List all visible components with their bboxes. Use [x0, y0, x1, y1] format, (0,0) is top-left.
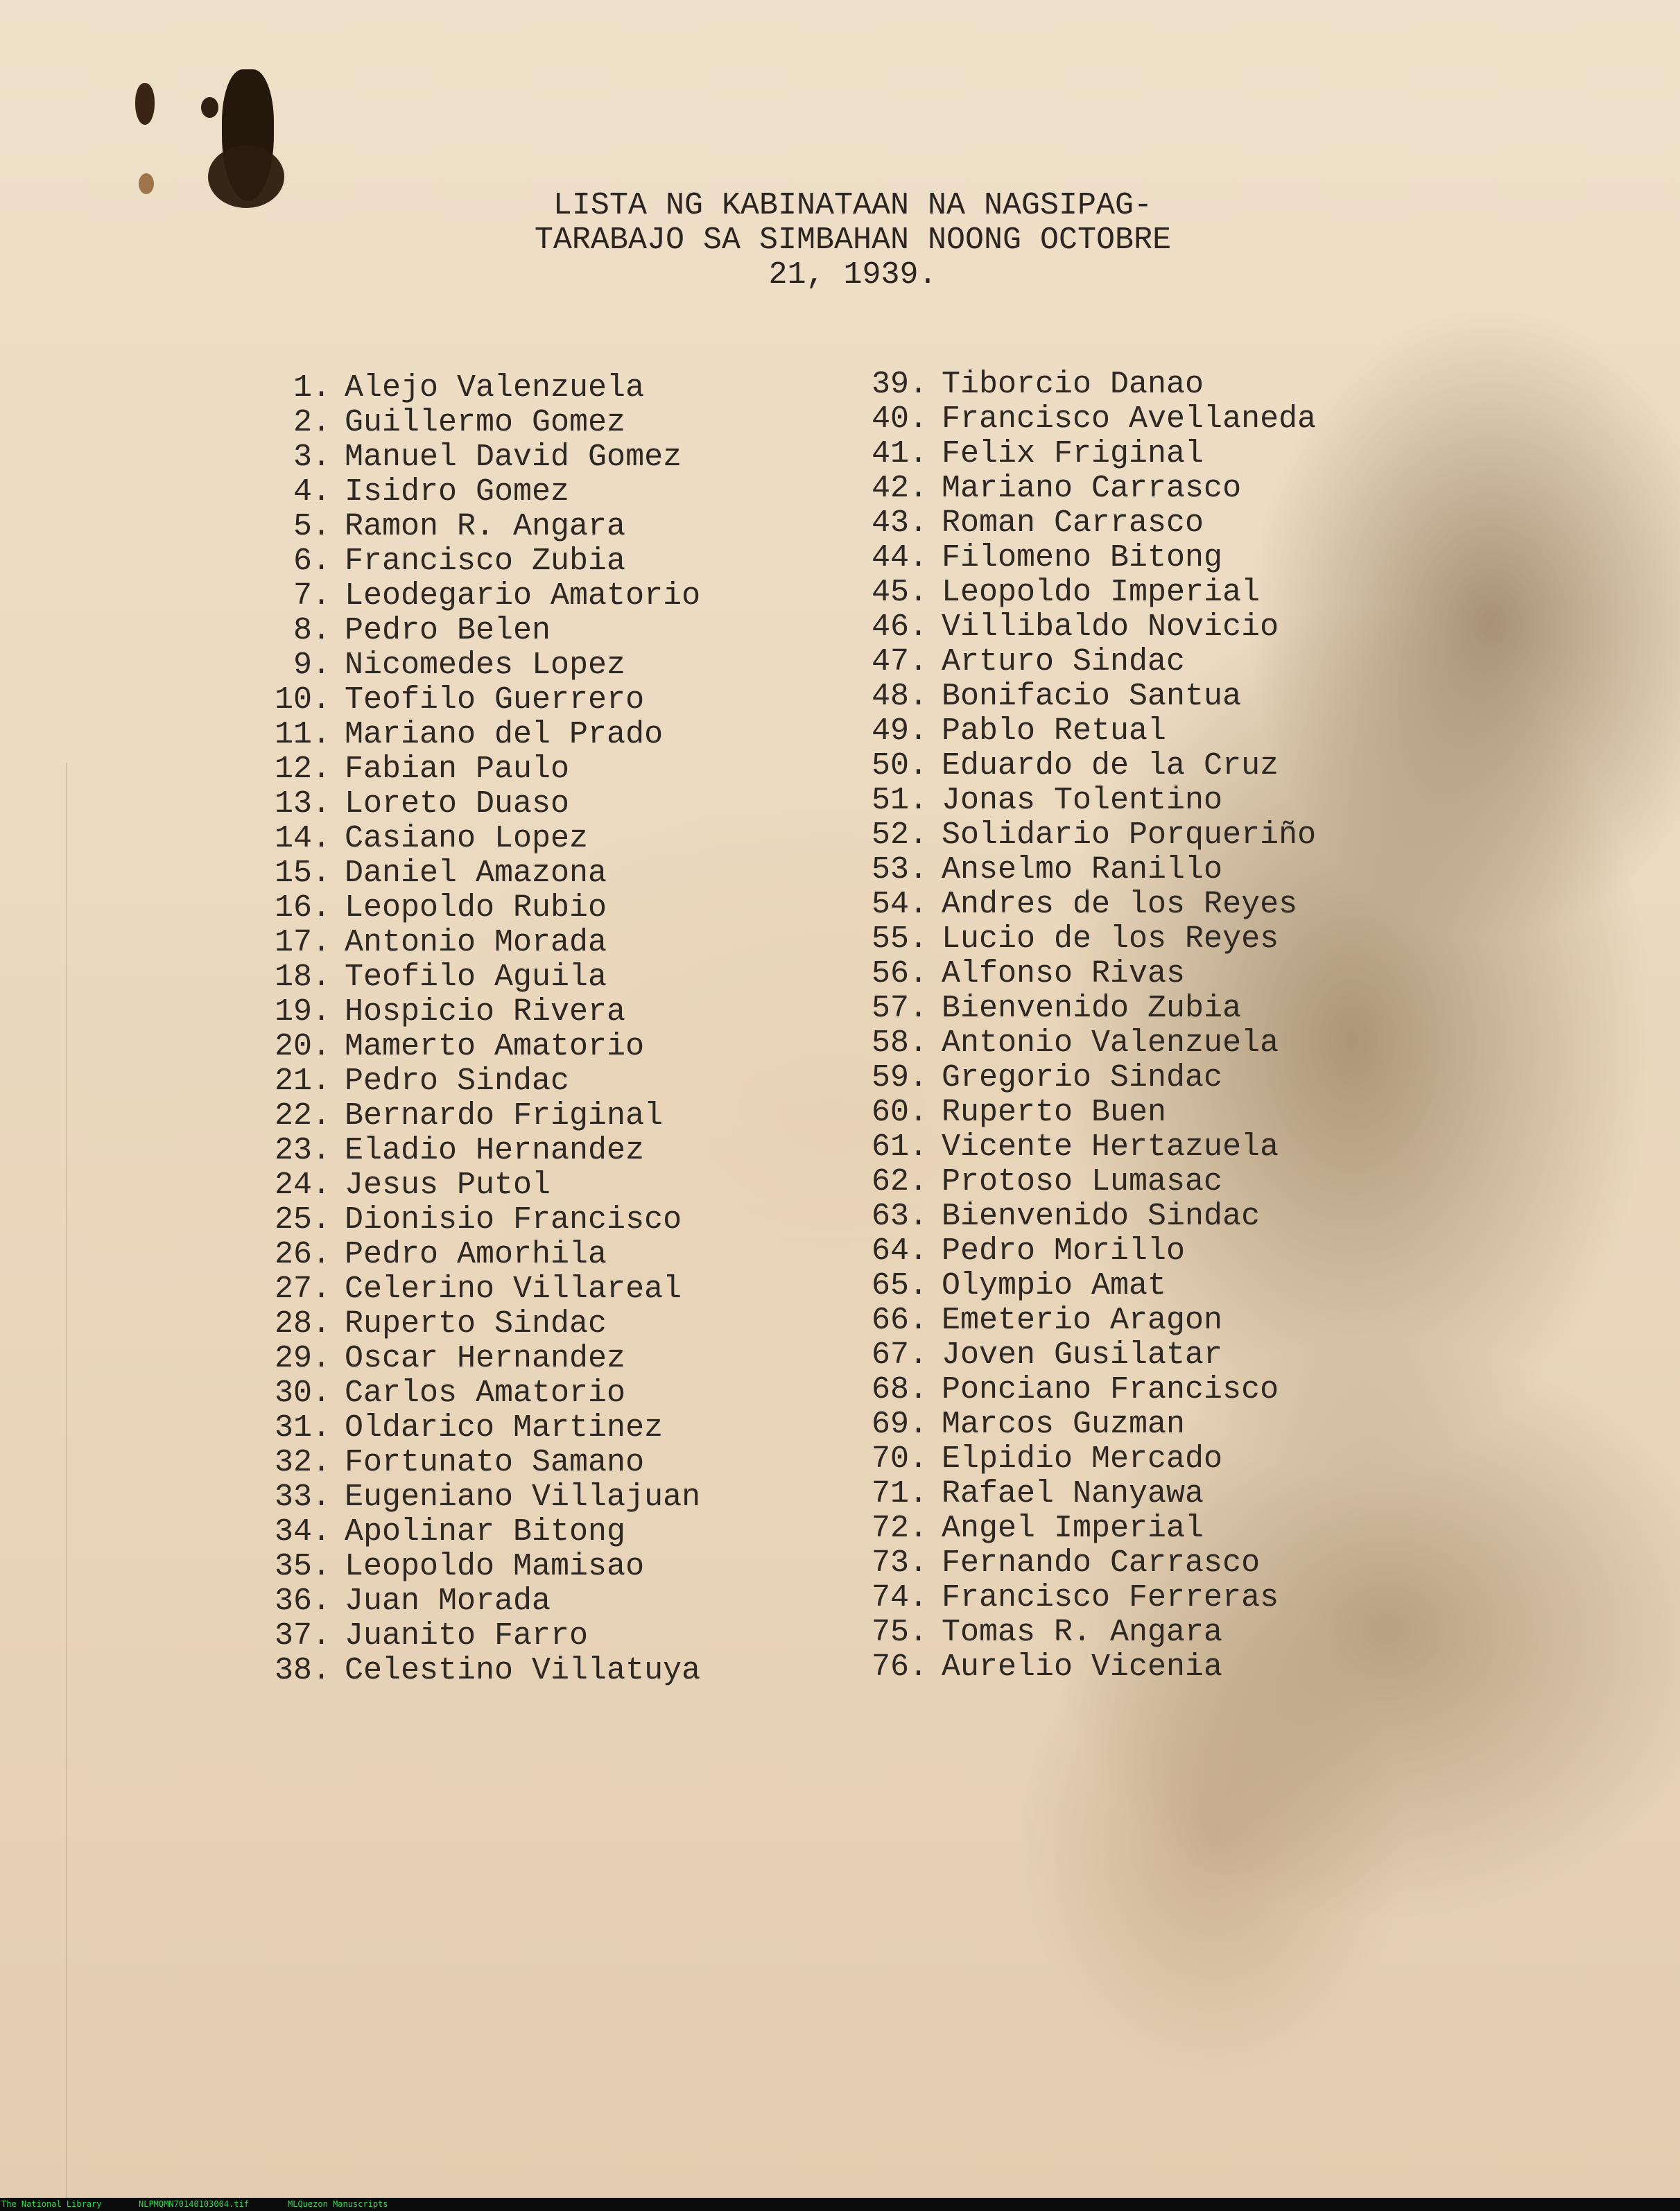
list-item-number: 4.: [293, 474, 331, 510]
list-item-name: Tomas R. Angara: [942, 1615, 1223, 1650]
list-item-number: 13.: [274, 786, 331, 822]
list-item: [253, 1030, 700, 1064]
list-item: [851, 1061, 1316, 1095]
list-item-number: 15.: [274, 856, 331, 891]
archive-footer-bar: [0, 2198, 1680, 2211]
list-item: [851, 1511, 1316, 1546]
footer-collection: MLQuezon Manuscripts: [288, 2199, 388, 2209]
list-item: [851, 714, 1316, 749]
list-item-name: Juanito Farro: [345, 1618, 589, 1654]
list-item-name: Mariano del Prado: [345, 717, 664, 752]
list-item-name: Nicomedes Lopez: [345, 648, 626, 683]
list-item: [851, 1303, 1316, 1338]
list-item-number: 73.: [871, 1545, 928, 1581]
list-item-name: Teofilo Aguila: [345, 960, 607, 995]
list-item-number: 7.: [293, 578, 331, 614]
list-item: [851, 1026, 1316, 1061]
list-item: [851, 1442, 1316, 1477]
list-item-name: Joven Gusilatar: [942, 1337, 1223, 1373]
list-item: [253, 718, 700, 752]
list-item-name: Ponciano Francisco: [942, 1372, 1279, 1407]
list-item: [851, 437, 1316, 471]
list-item: [253, 544, 700, 579]
list-item-name: Guillermo Gomez: [345, 405, 626, 440]
list-item-name: Filomeno Bitong: [942, 540, 1223, 575]
list-item: [253, 1446, 700, 1480]
list-item-name: Pablo Retual: [942, 713, 1167, 749]
list-item-number: 10.: [274, 682, 331, 718]
footer-file-name: NLPMQMN70140103004.tif: [139, 2199, 249, 2209]
list-item: [851, 1095, 1316, 1130]
list-item-number: 39.: [871, 367, 928, 402]
list-item: [851, 367, 1316, 402]
list-item: [253, 822, 700, 856]
list-item: [851, 471, 1316, 506]
list-item-name: Francisco Zubia: [345, 544, 626, 579]
list-item: [253, 1272, 700, 1307]
list-item-number: 49.: [871, 713, 928, 749]
list-item-name: Bernardo Friginal: [345, 1098, 664, 1134]
list-item-number: 32.: [274, 1445, 331, 1480]
list-item-number: 12.: [274, 752, 331, 787]
list-item-number: 30.: [274, 1376, 331, 1411]
list-item-name: Leopoldo Imperial: [942, 575, 1261, 610]
list-item-name: Loreto Duaso: [345, 786, 570, 822]
list-item: [851, 991, 1316, 1026]
list-item: [253, 1099, 700, 1134]
list-item: [253, 579, 700, 614]
list-item: [851, 402, 1316, 437]
list-item-name: Rafael Nanyawa: [942, 1476, 1204, 1511]
list-item-name: Arturo Sindac: [942, 644, 1186, 679]
list-item-name: Tiborcio Danao: [942, 367, 1204, 402]
list-item: [851, 541, 1316, 575]
list-item-number: 59.: [871, 1060, 928, 1095]
list-item: [253, 1168, 700, 1203]
list-item: [851, 1650, 1316, 1685]
list-item-number: 52.: [871, 817, 928, 853]
list-item-name: Fabian Paulo: [345, 752, 570, 787]
list-item-name: Alejo Valenzuela: [345, 370, 645, 406]
list-item: [851, 1581, 1316, 1615]
list-item-name: Solidario Porqueriño: [942, 817, 1317, 853]
list-item-number: 16.: [274, 890, 331, 926]
list-item-name: Andres de los Reyes: [942, 887, 1298, 922]
list-item-name: Jonas Tolentino: [942, 783, 1223, 818]
list-item: [253, 891, 700, 926]
list-item: [253, 406, 700, 440]
list-item: [851, 783, 1316, 818]
list-item-name: Daniel Amazona: [345, 856, 607, 891]
list-item-number: 11.: [274, 717, 331, 752]
list-item-name: Carlos Amatorio: [345, 1376, 626, 1411]
list-item: [253, 1550, 700, 1584]
list-item-name: Elpidio Mercado: [942, 1441, 1223, 1477]
list-item: [851, 818, 1316, 853]
list-item: [851, 1407, 1316, 1442]
list-item: [253, 614, 700, 648]
list-item: [851, 679, 1316, 714]
list-item-name: Celerino Villareal: [345, 1272, 682, 1307]
list-item-number: 24.: [274, 1168, 331, 1203]
list-item-number: 37.: [274, 1618, 331, 1654]
list-item-number: 67.: [871, 1337, 928, 1373]
list-item: [851, 1477, 1316, 1511]
list-item-number: 18.: [274, 960, 331, 995]
list-item-number: 62.: [871, 1164, 928, 1199]
document-title: [444, 189, 1262, 293]
rust-stain: [139, 173, 154, 194]
list-item-number: 19.: [274, 994, 331, 1030]
list-item-name: Ruperto Sindac: [345, 1306, 607, 1342]
list-item-number: 70.: [871, 1441, 928, 1477]
list-item-name: Leopoldo Rubio: [345, 890, 607, 926]
rust-stain: [135, 83, 155, 125]
list-item: [851, 1546, 1316, 1581]
list-item-number: 29.: [274, 1341, 331, 1376]
list-item-number: 34.: [274, 1514, 331, 1550]
list-item-name: Apolinar Bitong: [345, 1514, 626, 1550]
list-item-name: Pedro Morillo: [942, 1233, 1186, 1269]
list-item-number: 14.: [274, 821, 331, 856]
list-item-number: 33.: [274, 1480, 331, 1515]
list-item: [253, 787, 700, 822]
rust-stain: [208, 146, 284, 208]
list-item-number: 25.: [274, 1202, 331, 1238]
list-item-name: Fernando Carrasco: [942, 1545, 1261, 1581]
list-item-number: 55.: [871, 921, 928, 957]
list-item-number: 22.: [274, 1098, 331, 1134]
list-item-number: 36.: [274, 1584, 331, 1619]
list-item: [851, 1199, 1316, 1234]
list-item-number: 61.: [871, 1129, 928, 1165]
list-item: [253, 1342, 700, 1376]
list-item: [253, 1480, 700, 1515]
list-item-name: Eladio Hernandez: [345, 1133, 645, 1168]
list-item-number: 23.: [274, 1133, 331, 1168]
list-item-name: Lucio de los Reyes: [942, 921, 1279, 957]
list-item-number: 51.: [871, 783, 928, 818]
list-item-number: 58.: [871, 1025, 928, 1061]
list-item-number: 47.: [871, 644, 928, 679]
list-item-number: 56.: [871, 956, 928, 991]
list-item: [253, 1654, 700, 1688]
list-item-number: 76.: [871, 1649, 928, 1685]
list-item: [851, 1234, 1316, 1269]
list-item: [851, 887, 1316, 922]
names-list-left-column: [253, 371, 700, 1688]
list-item-name: Ramon R. Angara: [345, 509, 626, 544]
list-item-name: Bienvenido Sindac: [942, 1199, 1261, 1234]
list-item-name: Bienvenido Zubia: [942, 991, 1242, 1026]
list-item-number: 74.: [871, 1580, 928, 1615]
list-item-name: Celestino Villatuya: [345, 1653, 701, 1688]
list-item: [253, 440, 700, 475]
list-item: [851, 645, 1316, 679]
title-line: 21, 1939.: [768, 257, 937, 293]
list-item-name: Pedro Amorhila: [345, 1237, 607, 1272]
list-item-name: Hospicio Rivera: [345, 994, 626, 1030]
list-item: [851, 610, 1316, 645]
list-item-name: Jesus Putol: [345, 1168, 551, 1203]
list-item-name: Antonio Valenzuela: [942, 1025, 1279, 1061]
names-list-right-column: [851, 367, 1316, 1685]
list-item-name: Felix Friginal: [942, 436, 1204, 471]
list-item: [253, 475, 700, 510]
list-item: [851, 1269, 1316, 1303]
list-item-name: Alfonso Rivas: [942, 956, 1186, 991]
list-item-name: Vicente Hertazuela: [942, 1129, 1279, 1165]
list-item-number: 46.: [871, 609, 928, 645]
list-item-number: 6.: [293, 544, 331, 579]
list-item-number: 57.: [871, 991, 928, 1026]
rust-stain: [201, 97, 218, 118]
list-item: [253, 683, 700, 718]
list-item-number: 41.: [871, 436, 928, 471]
list-item-number: 43.: [871, 505, 928, 541]
list-item-name: Eduardo de la Cruz: [942, 748, 1279, 783]
list-item: [851, 957, 1316, 991]
list-item: [851, 749, 1316, 783]
list-item-number: 5.: [293, 509, 331, 544]
list-item-number: 8.: [293, 613, 331, 648]
list-item-name: Eugeniano Villajuan: [345, 1480, 701, 1515]
list-item-number: 64.: [871, 1233, 928, 1269]
list-item-number: 26.: [274, 1237, 331, 1272]
list-item-name: Aurelio Vicenia: [942, 1649, 1223, 1685]
list-item-number: 71.: [871, 1476, 928, 1511]
list-item-number: 1.: [293, 370, 331, 406]
list-item: [851, 1615, 1316, 1650]
list-item-number: 48.: [871, 679, 928, 714]
list-item: [253, 1584, 700, 1619]
list-item: [253, 648, 700, 683]
list-item-number: 2.: [293, 405, 331, 440]
list-item: [851, 1130, 1316, 1165]
list-item-number: 31.: [274, 1410, 331, 1446]
list-item-number: 9.: [293, 648, 331, 683]
list-item: [851, 1165, 1316, 1199]
list-item: [851, 922, 1316, 957]
list-item-name: Mariano Carrasco: [942, 471, 1242, 506]
list-item-name: Mamerto Amatorio: [345, 1029, 645, 1064]
list-item-name: Ruperto Buen: [942, 1095, 1167, 1130]
list-item-name: Oldarico Martinez: [345, 1410, 664, 1446]
list-item-number: 42.: [871, 471, 928, 506]
list-item-name: Bonifacio Santua: [942, 679, 1242, 714]
list-item: [253, 752, 700, 787]
list-item-number: 60.: [871, 1095, 928, 1130]
list-item-name: Roman Carrasco: [942, 505, 1204, 541]
list-item: [253, 1203, 700, 1238]
list-item-name: Francisco Avellaneda: [942, 401, 1317, 437]
list-item: [851, 853, 1316, 887]
list-item: [253, 1411, 700, 1446]
list-item: [253, 371, 700, 406]
list-item-name: Casiano Lopez: [345, 821, 589, 856]
list-item-name: Villibaldo Novicio: [942, 609, 1279, 645]
list-item-number: 63.: [871, 1199, 928, 1234]
list-item-number: 54.: [871, 887, 928, 922]
list-item: [253, 1064, 700, 1099]
list-item-name: Leopoldo Mamisao: [345, 1549, 645, 1584]
list-item: [851, 1338, 1316, 1373]
list-item: [253, 510, 700, 544]
list-item-name: Manuel David Gomez: [345, 440, 682, 475]
list-item-number: 40.: [871, 401, 928, 437]
list-item-name: Juan Morada: [345, 1584, 551, 1619]
list-item-name: Protoso Lumasac: [942, 1164, 1223, 1199]
list-item-name: Oscar Hernandez: [345, 1341, 626, 1376]
list-item: [253, 1619, 700, 1654]
list-item: [253, 1515, 700, 1550]
list-item-name: Francisco Ferreras: [942, 1580, 1279, 1615]
list-item: [253, 960, 700, 995]
list-item-number: 45.: [871, 575, 928, 610]
list-item-name: Pedro Belen: [345, 613, 551, 648]
list-item-number: 44.: [871, 540, 928, 575]
list-item-number: 66.: [871, 1303, 928, 1338]
list-item: [851, 1373, 1316, 1407]
list-item-name: Gregorio Sindac: [942, 1060, 1223, 1095]
list-item-number: 3.: [293, 440, 331, 475]
list-item-name: Olympio Amat: [942, 1268, 1167, 1303]
list-item-number: 72.: [871, 1511, 928, 1546]
list-item: [253, 1307, 700, 1342]
list-item-number: 68.: [871, 1372, 928, 1407]
list-item-name: Fortunato Samano: [345, 1445, 645, 1480]
list-item-name: Teofilo Guerrero: [345, 682, 645, 718]
list-item-name: Isidro Gomez: [345, 474, 570, 510]
list-item-number: 17.: [274, 925, 331, 960]
list-item-name: Leodegario Amatorio: [345, 578, 701, 614]
list-item-name: Pedro Sindac: [345, 1064, 570, 1099]
list-item-number: 38.: [274, 1653, 331, 1688]
list-item-number: 35.: [274, 1549, 331, 1584]
list-item-number: 27.: [274, 1272, 331, 1307]
list-item-number: 69.: [871, 1407, 928, 1442]
list-item-number: 50.: [871, 748, 928, 783]
list-item: [851, 575, 1316, 610]
footer-institution: The National Library: [1, 2199, 102, 2209]
list-item-number: 53.: [871, 852, 928, 887]
title-line: TARABAJO SA SIMBAHAN NOONG OCTOBRE: [534, 223, 1172, 258]
paper-fold-line: [66, 763, 67, 2198]
list-item: [253, 856, 700, 891]
list-item-name: Marcos Guzman: [942, 1407, 1186, 1442]
list-item-number: 65.: [871, 1268, 928, 1303]
list-item: [851, 506, 1316, 541]
list-item-name: Angel Imperial: [942, 1511, 1204, 1546]
list-item: [253, 1238, 700, 1272]
list-item-name: Anselmo Ranillo: [942, 852, 1223, 887]
list-item-number: 28.: [274, 1306, 331, 1342]
list-item-name: Emeterio Aragon: [942, 1303, 1223, 1338]
list-item-number: 75.: [871, 1615, 928, 1650]
list-item-number: 21.: [274, 1064, 331, 1099]
list-item-number: 20.: [274, 1029, 331, 1064]
title-line: LISTA NG KABINATAAN NA NAGSIPAG-: [553, 188, 1153, 223]
list-item: [253, 1134, 700, 1168]
list-item: [253, 926, 700, 960]
list-item: [253, 1376, 700, 1411]
list-item-name: Antonio Morada: [345, 925, 607, 960]
list-item: [253, 995, 700, 1030]
list-item-name: Dionisio Francisco: [345, 1202, 682, 1238]
